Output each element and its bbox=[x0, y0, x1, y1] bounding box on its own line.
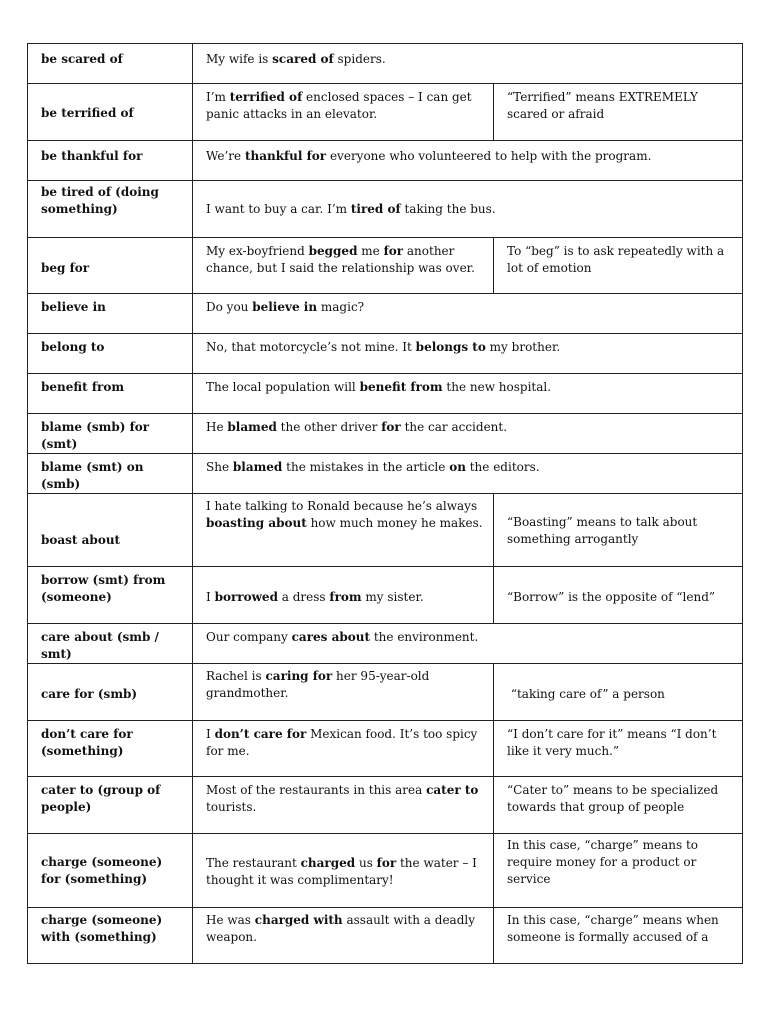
term-text: be terrified of bbox=[41, 106, 134, 120]
sentence-fragment: spiders. bbox=[333, 52, 386, 66]
sentence-fragment: Our company bbox=[206, 630, 292, 644]
highlighted-phrase: terrified of bbox=[229, 90, 303, 104]
term-cell bbox=[28, 834, 193, 908]
vocabulary-table bbox=[27, 43, 743, 964]
term-cell bbox=[28, 664, 193, 721]
example-cell bbox=[193, 454, 743, 494]
note-text: “taking care of” a person bbox=[507, 687, 665, 701]
term-cell bbox=[28, 777, 193, 834]
term-cell bbox=[28, 334, 193, 374]
note-text: “I don’t care for it” means “I don’t like it very much.” bbox=[507, 727, 721, 758]
table-row bbox=[28, 494, 743, 567]
highlighted-phrase: benefit from bbox=[359, 380, 443, 394]
table-row bbox=[28, 908, 743, 964]
term-cell bbox=[28, 181, 193, 238]
example-sentence bbox=[206, 238, 483, 277]
highlighted-phrase: charged with bbox=[254, 913, 343, 927]
sentence-fragment: my brother. bbox=[485, 340, 561, 354]
example-sentence bbox=[206, 834, 483, 889]
term-text: benefit from bbox=[41, 380, 125, 394]
example-cell bbox=[193, 414, 743, 454]
example-sentence bbox=[206, 44, 732, 68]
sentence-fragment: The restaurant bbox=[206, 856, 301, 870]
example-cell bbox=[193, 664, 494, 721]
example-cell bbox=[193, 567, 494, 624]
example-cell bbox=[193, 721, 494, 777]
example-sentence bbox=[206, 181, 732, 218]
sentence-fragment: I hate talking to Ronald because he’s always bbox=[206, 499, 478, 513]
highlighted-phrase: caring for bbox=[265, 669, 333, 683]
example-sentence bbox=[206, 567, 483, 606]
highlighted-phrase: begged bbox=[308, 244, 358, 258]
example-sentence bbox=[206, 494, 483, 532]
sentence-fragment: magic? bbox=[317, 300, 365, 314]
sentence-fragment: My ex-boyfriend bbox=[206, 244, 309, 258]
sentence-fragment: The local population will bbox=[206, 380, 360, 394]
highlighted-phrase: for bbox=[381, 420, 401, 434]
example-cell bbox=[193, 908, 494, 964]
highlighted-phrase: cater to bbox=[426, 783, 479, 797]
sentence-fragment: Mexican food. It’s too spicy for me. bbox=[206, 727, 478, 758]
sentence-fragment: He bbox=[206, 420, 228, 434]
term-text: care about (smb / smt) bbox=[41, 630, 159, 661]
sentence-fragment: Do you bbox=[206, 300, 253, 314]
note-text: “Cater to” means to be specialized towards that group of people bbox=[507, 783, 722, 814]
table-row bbox=[28, 238, 743, 294]
term-text: be scared of bbox=[41, 52, 123, 66]
example-sentence bbox=[206, 454, 732, 476]
sentence-fragment: the water – I thought it was complimentary! bbox=[206, 856, 477, 887]
term-text: cater to (group of people) bbox=[41, 783, 161, 814]
example-sentence bbox=[206, 664, 483, 702]
highlighted-phrase: don’t care for bbox=[214, 727, 307, 741]
term-text: beg for bbox=[41, 261, 90, 275]
table-row bbox=[28, 294, 743, 334]
example-cell bbox=[193, 84, 494, 141]
note-cell bbox=[494, 567, 743, 624]
note-text: In this case, “charge” means when someone is formally accused of a bbox=[507, 913, 723, 944]
sentence-fragment: I bbox=[206, 590, 215, 604]
term-cell bbox=[28, 374, 193, 414]
example-cell bbox=[193, 834, 494, 908]
sentence-fragment: Rachel is bbox=[206, 669, 266, 683]
term-cell bbox=[28, 494, 193, 567]
highlighted-phrase: from bbox=[329, 590, 362, 604]
sentence-fragment: I want to buy a car. I’m bbox=[206, 202, 351, 216]
example-sentence bbox=[206, 84, 483, 123]
term-cell bbox=[28, 84, 193, 141]
table-row bbox=[28, 374, 743, 414]
example-sentence bbox=[206, 141, 732, 165]
example-cell bbox=[193, 777, 494, 834]
example-sentence bbox=[206, 777, 483, 816]
table-row bbox=[28, 181, 743, 238]
highlighted-phrase: tired of bbox=[350, 202, 401, 216]
highlighted-phrase: blamed bbox=[232, 460, 283, 474]
sentence-fragment: assault with a deadly weapon. bbox=[206, 913, 475, 944]
term-cell bbox=[28, 908, 193, 964]
term-cell bbox=[28, 414, 193, 454]
term-text: charge (someone) for (something) bbox=[41, 855, 163, 886]
sentence-fragment: the new hospital. bbox=[442, 380, 552, 394]
note-text: “Terrified” means EXTREMELY scared or afraid bbox=[507, 90, 702, 121]
table-row bbox=[28, 414, 743, 454]
table-row bbox=[28, 44, 743, 84]
sentence-fragment: the environment. bbox=[370, 630, 479, 644]
term-text: don’t care for (something) bbox=[41, 727, 133, 758]
table-row bbox=[28, 567, 743, 624]
example-cell bbox=[193, 141, 743, 181]
note-cell bbox=[494, 84, 743, 141]
note-cell bbox=[494, 834, 743, 908]
sentence-fragment: another chance, but I said the relationship was over. bbox=[206, 244, 475, 275]
sentence-fragment: us bbox=[355, 856, 377, 870]
note-text: To “beg” is to ask repeatedly with a lot of emotion bbox=[507, 244, 728, 275]
table-row bbox=[28, 721, 743, 777]
term-cell bbox=[28, 624, 193, 664]
example-cell bbox=[193, 181, 743, 238]
example-sentence bbox=[206, 374, 732, 396]
table-row bbox=[28, 624, 743, 664]
note-cell bbox=[494, 908, 743, 964]
term-cell bbox=[28, 44, 193, 84]
example-cell bbox=[193, 374, 743, 414]
sentence-fragment: the editors. bbox=[465, 460, 540, 474]
term-cell bbox=[28, 454, 193, 494]
note-text: “Borrow” is the opposite of “lend” bbox=[507, 590, 716, 604]
term-text: blame (smt) on (smb) bbox=[41, 460, 144, 491]
table-row bbox=[28, 334, 743, 374]
highlighted-phrase: believe in bbox=[252, 300, 318, 314]
sentence-fragment: We’re bbox=[206, 149, 245, 163]
highlighted-phrase: belongs to bbox=[415, 340, 486, 354]
highlighted-phrase: borrowed bbox=[214, 590, 278, 604]
sentence-fragment: I bbox=[206, 727, 215, 741]
sentence-fragment: her 95-year-old grandmother. bbox=[206, 669, 430, 700]
highlighted-phrase: cares about bbox=[291, 630, 371, 644]
term-text: be tired of (doing something) bbox=[41, 185, 159, 216]
note-text: “Boasting” means to talk about something arrogantly bbox=[507, 515, 702, 546]
term-cell bbox=[28, 721, 193, 777]
example-cell bbox=[193, 334, 743, 374]
sentence-fragment: She bbox=[206, 460, 233, 474]
sentence-fragment: My wife is bbox=[206, 52, 273, 66]
table-row bbox=[28, 84, 743, 141]
highlighted-phrase: boasting about bbox=[206, 516, 307, 530]
example-sentence bbox=[206, 908, 483, 946]
sentence-fragment: me bbox=[357, 244, 384, 258]
term-cell bbox=[28, 238, 193, 294]
sentence-fragment: the other driver bbox=[276, 420, 382, 434]
highlighted-phrase: thankful for bbox=[244, 149, 327, 163]
sentence-fragment: enclosed spaces – I can get panic attacks in an elevator. bbox=[206, 90, 472, 121]
highlighted-phrase: for bbox=[376, 856, 397, 870]
sentence-fragment: tourists. bbox=[206, 800, 257, 814]
sentence-fragment: a dress bbox=[277, 590, 330, 604]
example-sentence bbox=[206, 334, 732, 356]
table-row bbox=[28, 777, 743, 834]
highlighted-phrase: charged bbox=[300, 856, 356, 870]
sentence-fragment: the car accident. bbox=[400, 420, 508, 434]
note-cell bbox=[494, 494, 743, 567]
example-cell bbox=[193, 294, 743, 334]
note-cell bbox=[494, 721, 743, 777]
sentence-fragment: He was bbox=[206, 913, 255, 927]
term-text: believe in bbox=[41, 300, 106, 314]
example-sentence bbox=[206, 294, 732, 316]
term-text: belong to bbox=[41, 340, 105, 354]
example-cell bbox=[193, 238, 494, 294]
sentence-fragment: I’m bbox=[206, 90, 230, 104]
example-sentence bbox=[206, 721, 483, 760]
highlighted-phrase: on bbox=[449, 460, 466, 474]
term-text: blame (smb) for (smt) bbox=[41, 420, 150, 451]
note-text: In this case, “charge” means to require money for a product or service bbox=[507, 838, 702, 886]
sentence-fragment: how much money he makes. bbox=[306, 516, 483, 530]
term-text: charge (someone) with (something) bbox=[41, 913, 163, 944]
term-text: borrow (smt) from (someone) bbox=[41, 573, 166, 604]
term-text: care for (smb) bbox=[41, 687, 138, 701]
table-row bbox=[28, 141, 743, 181]
term-cell bbox=[28, 294, 193, 334]
highlighted-phrase: blamed bbox=[227, 420, 277, 434]
term-text: be thankful for bbox=[41, 149, 143, 163]
table-row bbox=[28, 834, 743, 908]
note-cell bbox=[494, 238, 743, 294]
sentence-fragment: everyone who volunteered to help with the program. bbox=[326, 149, 652, 163]
term-cell bbox=[28, 567, 193, 624]
highlighted-phrase: for bbox=[383, 244, 404, 258]
sentence-fragment: taking the bus. bbox=[400, 202, 496, 216]
note-cell bbox=[494, 664, 743, 721]
table-row bbox=[28, 454, 743, 494]
sentence-fragment: Most of the restaurants in this area bbox=[206, 783, 427, 797]
sentence-fragment: my sister. bbox=[361, 590, 424, 604]
example-sentence bbox=[206, 414, 732, 436]
term-text: boast about bbox=[41, 533, 121, 547]
table-row bbox=[28, 664, 743, 721]
note-cell bbox=[494, 777, 743, 834]
example-cell bbox=[193, 494, 494, 567]
example-cell bbox=[193, 44, 743, 84]
example-sentence bbox=[206, 624, 732, 646]
sentence-fragment: the mistakes in the article bbox=[282, 460, 450, 474]
example-cell bbox=[193, 624, 743, 664]
sentence-fragment: No, that motorcycle’s not mine. It bbox=[206, 340, 416, 354]
term-cell bbox=[28, 141, 193, 181]
highlighted-phrase: scared of bbox=[272, 52, 334, 66]
